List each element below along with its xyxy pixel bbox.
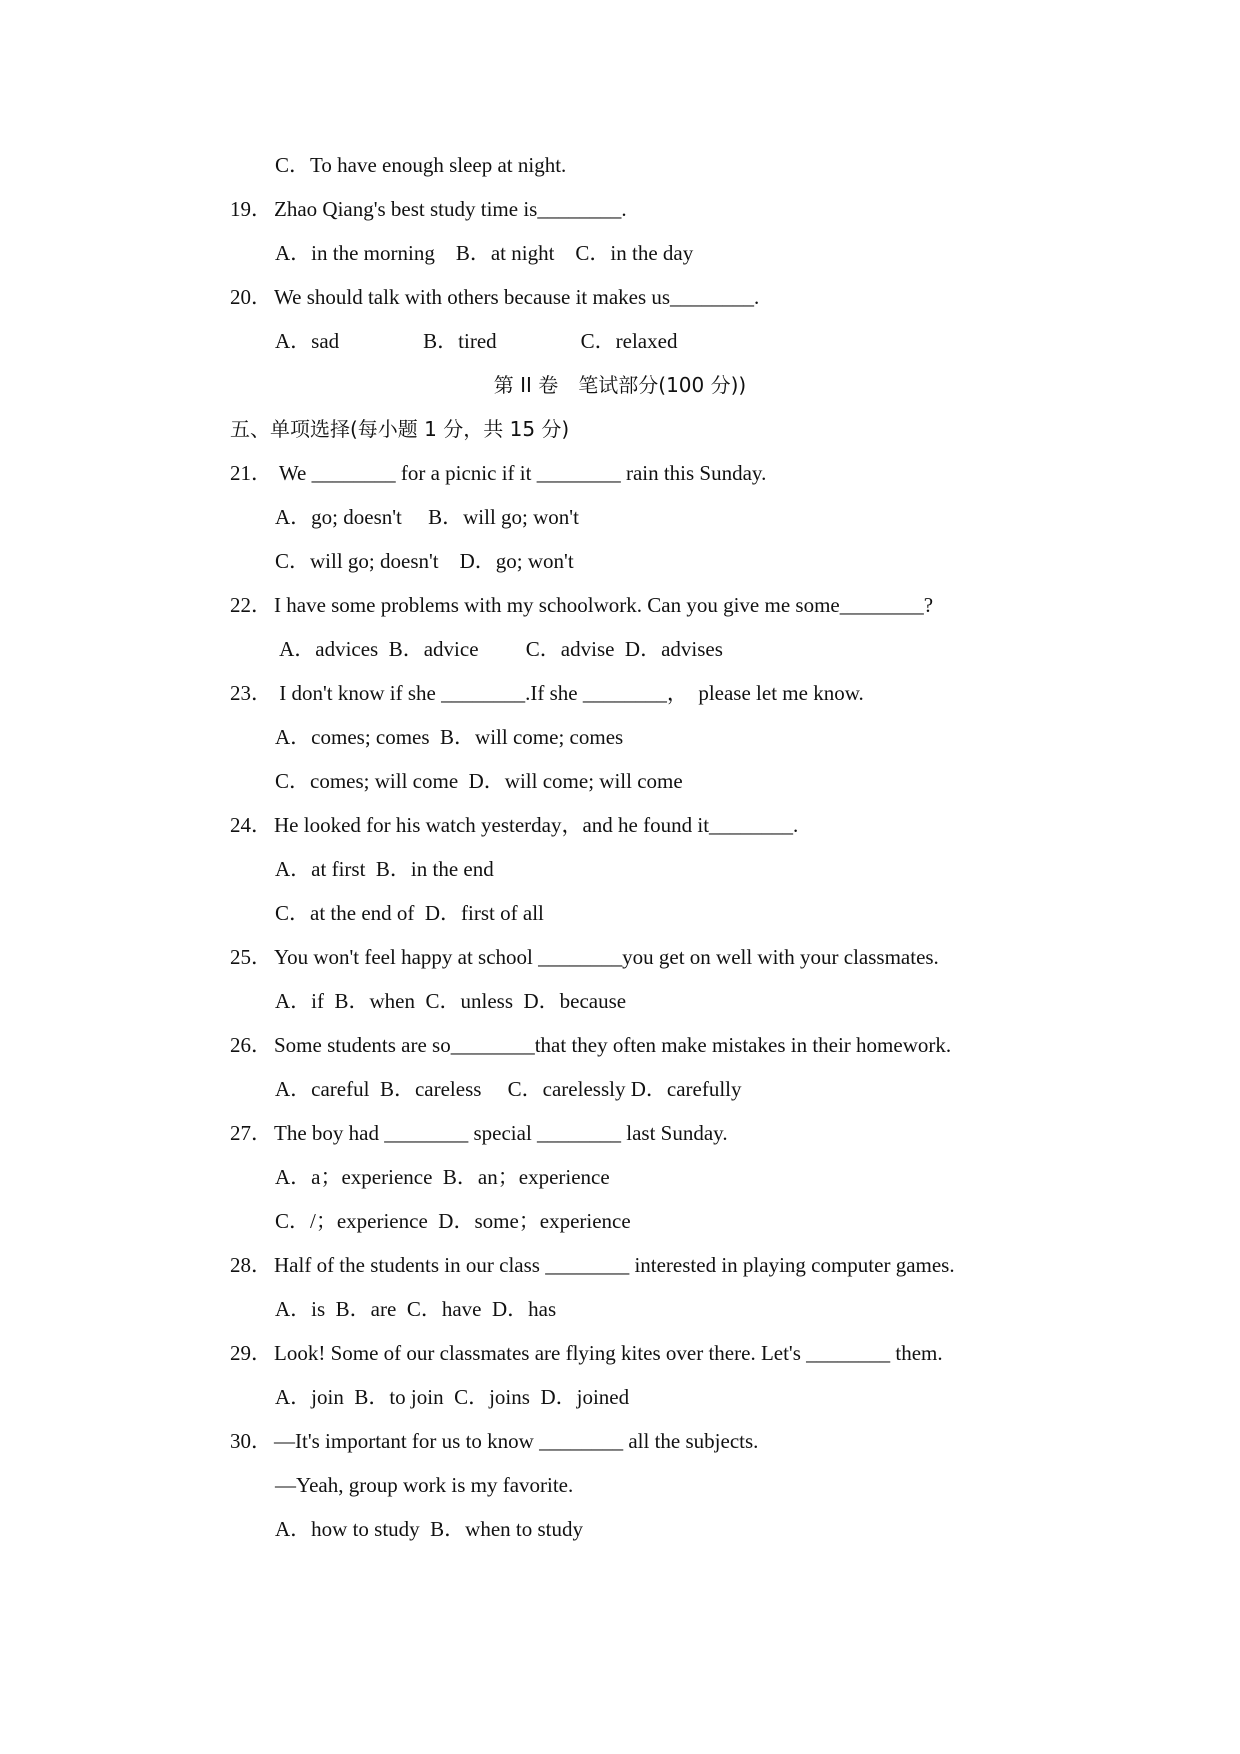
question-number: 22． bbox=[230, 593, 272, 617]
question-24-options-2: C．at the end of D．first of all bbox=[275, 901, 544, 925]
question-20 bbox=[230, 284, 759, 310]
question-text: Some students are so________that they often make mistakes in their homework. bbox=[274, 1033, 952, 1057]
question-29-options: A．join B．to join C．joins D．joined bbox=[275, 1385, 630, 1409]
question-19-options: A．in the morning B．at night C．in the day bbox=[275, 241, 694, 265]
question-text: —It's important for us to know ________ all the subjects. bbox=[274, 1429, 759, 1453]
question-20-options: A．sad B．tired C．relaxed bbox=[275, 329, 678, 353]
question-text: Half of the students in our class ________ interested in playing computer games. bbox=[274, 1253, 955, 1277]
question-number: 19． bbox=[230, 197, 272, 221]
question-text: I don't know if she ________.If she ________， please let me know. bbox=[274, 681, 864, 705]
question-23-options-2: C．comes; will come D．will come; will come bbox=[275, 769, 683, 793]
question-number: 25． bbox=[230, 945, 272, 969]
question-23 bbox=[230, 680, 864, 706]
question-26 bbox=[230, 1032, 951, 1058]
question-26-options: A．careful B．careless C．carelessly D．carefully bbox=[275, 1077, 742, 1101]
question-27-options-1: A．a；experience B．an；experience bbox=[275, 1165, 610, 1189]
question-text: Look! Some of our classmates are flying kites over there. Let's ________ them. bbox=[274, 1341, 943, 1365]
question-number: 26． bbox=[230, 1033, 272, 1057]
question-28 bbox=[230, 1252, 955, 1278]
question-text: You won't feel happy at school ________you get on well with your classmates. bbox=[274, 945, 939, 969]
question-24-options-1: A．at first B．in the end bbox=[275, 857, 494, 881]
question-number: 23． bbox=[230, 681, 272, 705]
question-number: 27． bbox=[230, 1121, 272, 1145]
question-22-options: A．advices B．advice C．advise D．advises bbox=[275, 637, 723, 661]
question-24 bbox=[230, 812, 798, 838]
question-30-reply: —Yeah, group work is my favorite. bbox=[275, 1473, 574, 1497]
question-22 bbox=[230, 592, 933, 618]
question-27-options-2: C．/；experience D．some；experience bbox=[275, 1209, 631, 1233]
question-25 bbox=[230, 944, 939, 970]
question-25-options: A．if B．when C．unless D．because bbox=[275, 989, 627, 1013]
question-number: 29． bbox=[230, 1341, 272, 1365]
question-23-options-1: A．comes; comes B．will come; comes bbox=[275, 725, 624, 749]
question-number: 20． bbox=[230, 285, 272, 309]
question-text: I have some problems with my schoolwork. Can you give me some________? bbox=[274, 593, 934, 617]
question-text: We ________ for a picnic if it ________ rain this Sunday. bbox=[274, 461, 767, 485]
question-21-options-2: C．will go; doesn't D．go; won't bbox=[275, 549, 574, 573]
question-text: Zhao Qiang's best study time is________. bbox=[274, 197, 627, 221]
question-number: 30． bbox=[230, 1429, 272, 1453]
question-29 bbox=[230, 1340, 943, 1366]
question-number: 24． bbox=[230, 813, 272, 837]
question-text: The boy had ________ special ________ last Sunday. bbox=[274, 1121, 728, 1145]
section-five-title: 五、单项选择(每小题 1 分，共 15 分) bbox=[230, 417, 570, 441]
question-number: 28． bbox=[230, 1253, 272, 1277]
question-30 bbox=[230, 1428, 758, 1454]
question-text: He looked for his watch yesterday，and he found it________. bbox=[274, 813, 799, 837]
question-text: We should talk with others because it makes us________. bbox=[274, 285, 760, 309]
q18-option-c: C．To have enough sleep at night. bbox=[275, 153, 567, 177]
question-21 bbox=[230, 460, 766, 486]
question-number: 21． bbox=[230, 461, 272, 485]
question-30-options: A．how to study B．when to study bbox=[275, 1517, 584, 1541]
question-19 bbox=[230, 196, 627, 222]
part-two-heading: 第 II 卷 笔试部分(100 分)) bbox=[493, 373, 747, 397]
question-27 bbox=[230, 1120, 728, 1146]
question-28-options: A．is B．are C．have D．has bbox=[275, 1297, 557, 1321]
question-21-options-1: A．go; doesn't B．will go; won't bbox=[275, 505, 579, 529]
